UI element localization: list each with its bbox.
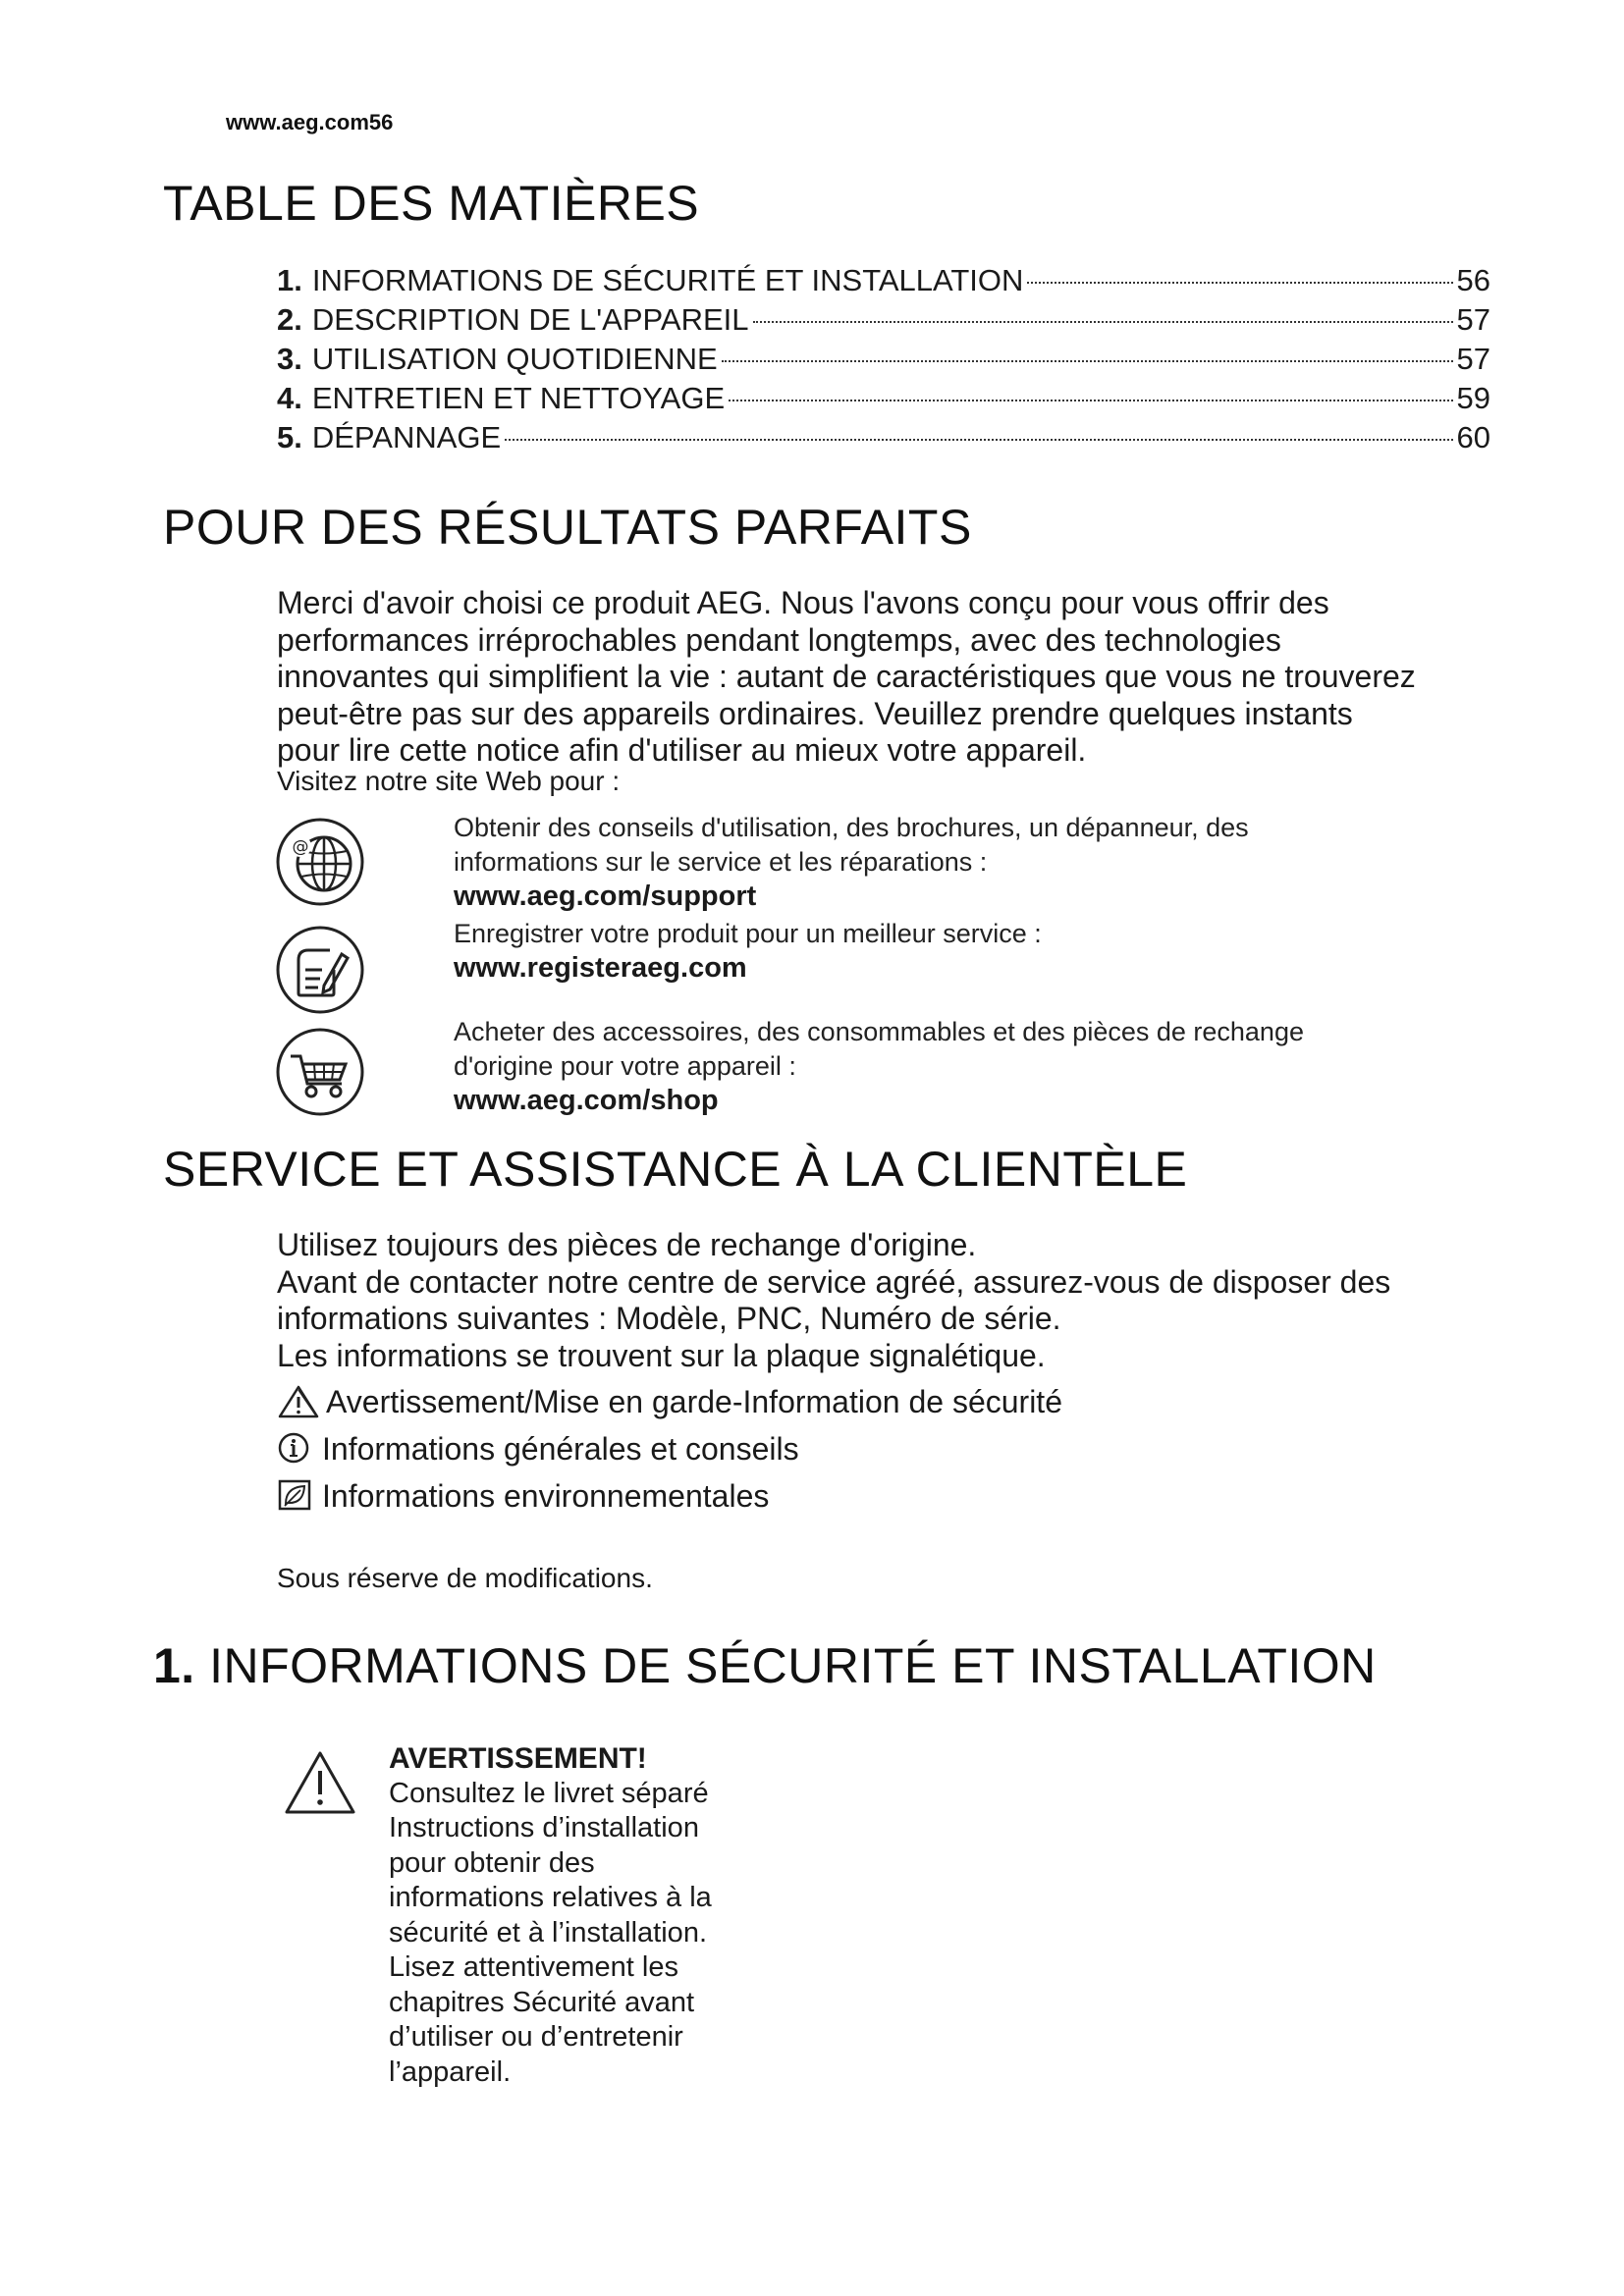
- toc-item[interactable]: [277, 340, 1490, 379]
- web-item-desc: Obtenir des conseils d'utilisation, des brochures, un dépanneur, des: [454, 813, 1249, 842]
- toc-item-num: 1.: [277, 263, 302, 297]
- section-1-title: INFORMATIONS DE SÉCURITÉ ET INSTALLATION: [209, 1638, 1377, 1693]
- legend-item: [277, 1425, 1062, 1472]
- page-header-site: www.aeg.com56: [226, 110, 394, 134]
- support-link[interactable]: www.aeg.com/support: [454, 881, 757, 912]
- service-line: Utilisez toujours des pièces de rechange d'origine.: [277, 1227, 977, 1262]
- warning-line: chapitres Sécurité avant: [389, 1986, 695, 2018]
- warning-line: sécurité et à l’installation.: [389, 1916, 707, 1949]
- warning-title: AVERTISSEMENT!: [389, 1742, 647, 1775]
- toc-item-num: 5.: [277, 420, 302, 454]
- toc-item-title: INFORMATIONS DE SÉCURITÉ ET INSTALLATION: [311, 263, 1024, 297]
- service-line: Avant de contacter notre centre de service agréé, assurez-vous de disposer des: [277, 1263, 1391, 1300]
- toc-item[interactable]: [277, 300, 1490, 340]
- intro-line: Merci d'avoir choisi ce produit AEG. Nous l'avons conçu pour vous offrir des: [277, 585, 1329, 620]
- register-icon: [275, 925, 365, 1015]
- warning-icon: [283, 1749, 357, 1816]
- globe-icon: [275, 817, 365, 907]
- web-item-desc: Enregistrer votre produit pour un meilleur service :: [454, 919, 1042, 948]
- warning-line: Instructions d’installation: [389, 1812, 699, 1843]
- legend-label: Avertissement/Mise en garde-Information de sécurité: [326, 1384, 1062, 1419]
- toc-leader-dots: [729, 400, 1452, 401]
- legend-label: Informations générales et conseils: [322, 1431, 799, 1467]
- service-line: informations suivantes : Modèle, PNC, Numéro de série.: [277, 1301, 1061, 1336]
- toc-leader-dots: [722, 360, 1453, 362]
- svg-text:@: @: [292, 837, 309, 857]
- toc-item-page: 57: [1456, 342, 1490, 376]
- warning-line: Consultez le livret séparé: [389, 1777, 709, 1809]
- toc-item-title: UTILISATION QUOTIDIENNE: [311, 342, 718, 376]
- modification-note: Sous réserve de modifications.: [277, 1563, 653, 1593]
- results-heading: POUR DES RÉSULTATS PARFAITS: [163, 500, 972, 555]
- shop-link[interactable]: www.aeg.com/shop: [454, 1085, 719, 1116]
- toc-item-title: ENTRETIEN ET NETTOYAGE: [311, 381, 726, 415]
- section-1-number: 1.: [153, 1638, 195, 1693]
- web-item-shop: [454, 1015, 1435, 1118]
- web-item-desc: Acheter des accessoires, des consommables et des pièces de rechange: [454, 1017, 1304, 1046]
- visit-label: Visitez notre site Web pour :: [277, 766, 621, 796]
- results-intro: [277, 585, 1504, 770]
- toc-item-num: 4.: [277, 381, 302, 415]
- toc-item[interactable]: [277, 418, 1490, 457]
- warning-line: pour obtenir des: [389, 1846, 595, 1879]
- intro-line: pour lire cette notice afin d'utiliser au mieux votre appareil.: [277, 732, 1087, 768]
- toc-list: [277, 261, 1490, 457]
- toc-item-page: 59: [1456, 381, 1490, 415]
- warning-icon: [277, 1384, 320, 1419]
- section-1-heading: [153, 1637, 1377, 1694]
- warning-block: [389, 1741, 762, 2090]
- web-item-desc: informations sur le service et les réparations :: [454, 847, 988, 877]
- service-heading: SERVICE ET ASSISTANCE À LA CLIENTÈLE: [163, 1142, 1188, 1197]
- warning-line: Lisez attentivement les: [389, 1951, 678, 1983]
- warning-line: d’utiliser ou d’entretenir: [389, 2021, 683, 2053]
- toc-heading: TABLE DES MATIÈRES: [163, 176, 700, 231]
- toc-item[interactable]: [277, 379, 1490, 418]
- warning-line: informations relatives à la: [389, 1882, 712, 1913]
- web-item-register: [454, 917, 1435, 986]
- toc-leader-dots: [1027, 282, 1452, 284]
- warning-line: l’appareil.: [389, 2056, 512, 2088]
- toc-item-page: 57: [1456, 302, 1490, 337]
- toc-leader-dots: [505, 439, 1452, 441]
- info-icon: [277, 1431, 316, 1467]
- toc-item[interactable]: [277, 261, 1490, 300]
- toc-item-title: DÉPANNAGE: [311, 420, 502, 454]
- service-text: [277, 1227, 1504, 1374]
- web-item-desc: d'origine pour votre appareil :: [454, 1051, 796, 1081]
- toc-leader-dots: [753, 321, 1453, 323]
- cart-icon: [275, 1027, 365, 1117]
- toc-item-num: 3.: [277, 342, 302, 376]
- register-link[interactable]: www.registeraeg.com: [454, 952, 747, 984]
- legend-list: [277, 1378, 1062, 1520]
- intro-line: innovantes qui simplifient la vie : autant de caractéristiques que vous ne trouverez: [277, 659, 1416, 694]
- leaf-icon: [277, 1478, 316, 1514]
- toc-item-page: 60: [1456, 420, 1490, 454]
- legend-item: [277, 1378, 1062, 1425]
- toc-item-num: 2.: [277, 302, 302, 337]
- intro-line: performances irréprochables pendant longtemps, avec des technologies: [277, 621, 1281, 658]
- toc-item-page: 56: [1456, 263, 1490, 297]
- service-line: Les informations se trouvent sur la plaque signalétique.: [277, 1337, 1046, 1373]
- legend-item: [277, 1472, 1062, 1520]
- toc-item-title: DESCRIPTION DE L'APPAREIL: [311, 302, 749, 337]
- intro-line: peut-être pas sur des appareils ordinaires. Veuillez prendre quelques instants: [277, 695, 1353, 731]
- legend-label: Informations environnementales: [322, 1478, 770, 1514]
- web-item-support: [454, 811, 1435, 914]
